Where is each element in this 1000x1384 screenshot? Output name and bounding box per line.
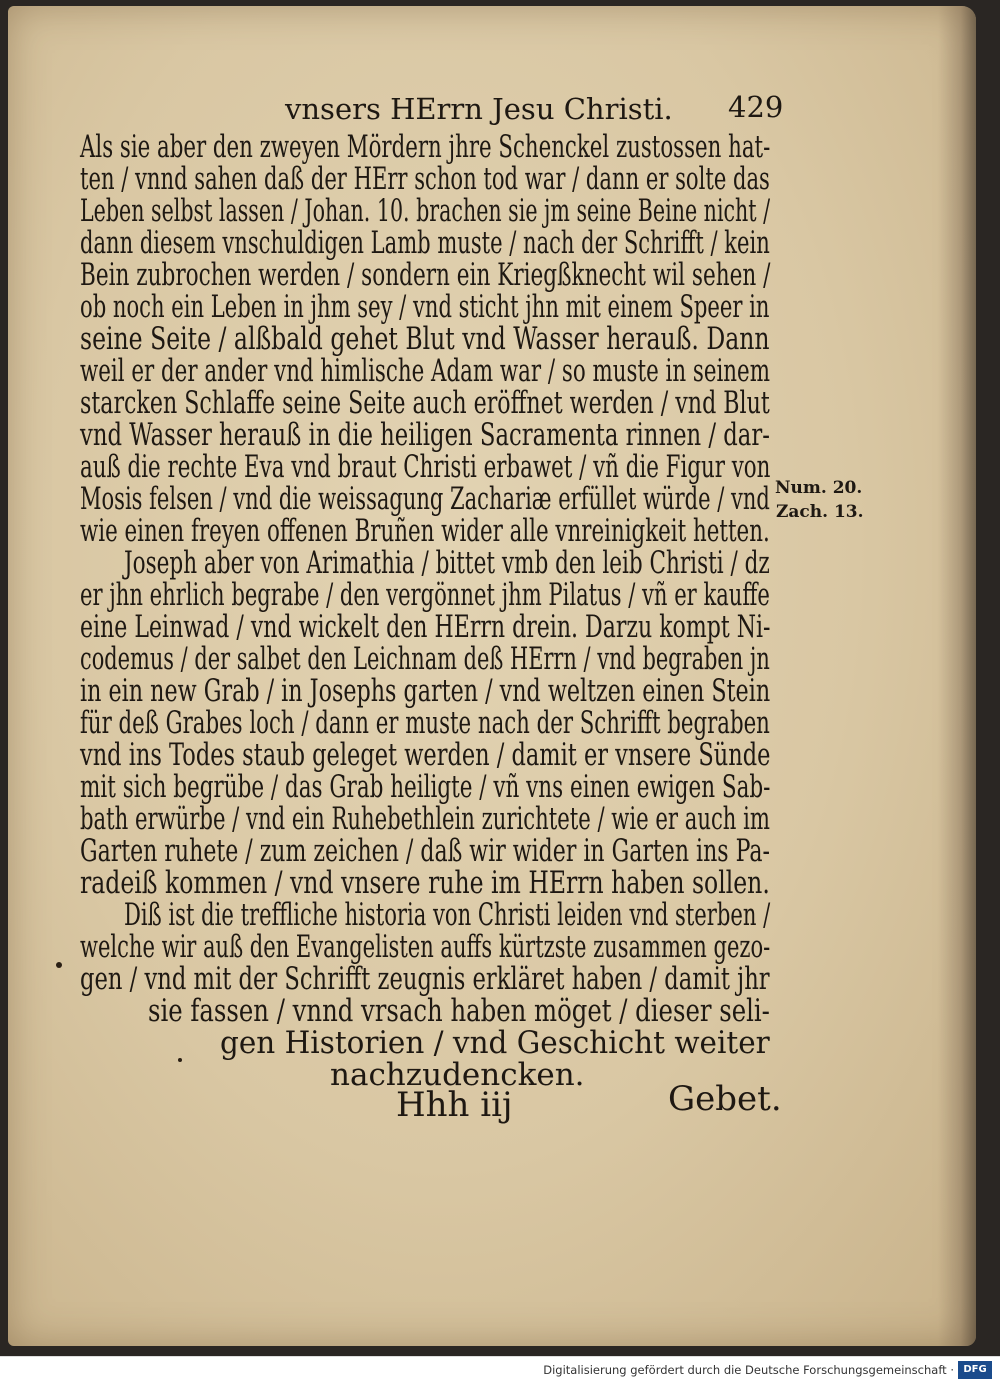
funding-credit: Digitalisierung gefördert durch die Deutsche Forschungsgemeinschaft · [543,1363,954,1377]
catchword: Gebet. [668,1079,782,1119]
body-line: wie einen freyen offenen Bruñen wider alle vnreinigkeit hetten. [80,513,770,549]
marginal-note-zach: Zach. 13. [776,502,864,522]
body-line: für deß Grabes loch / dann er muste nach der Schrifft begraben [80,705,770,741]
footer-bar [0,1356,1000,1384]
body-line: auß die rechte Eva vnd braut Christi erbawet / vñ die Figur von [80,449,771,485]
ink-speck [178,1058,182,1062]
body-line: Joseph aber von Arimathia / bittet vmb den leib Christi / dz [124,545,770,581]
body-line: Mosis felsen / vnd die weissagung Zachariæ erfüllet würde / vnd [80,481,770,517]
dfg-logo: DFG [958,1361,992,1379]
body-line: eine Leinwad / vnd wickelt den HErrn drein. Darzu kompt Ni- [80,609,771,645]
ink-speck [56,962,62,968]
body-line: nachzudencken. [330,1057,585,1093]
body-line: vnd Wasser herauß in die heiligen Sacramenta rinnen / dar- [80,417,770,453]
body-line: Als sie aber den zweyen Mördern jhre Schenckel zustossen hat- [80,129,771,165]
body-line: codemus / der salbet den Leichnam deß HErrn / vnd begraben jn [80,641,770,677]
body-line: ten / vnnd sahen daß der HErr schon tod war / dann er solte das [80,161,770,197]
body-line: gen / vnd mit der Schrifft zeugnis erkläret haben / damit jhr [80,961,770,997]
body-line: dann diesem vnschuldigen Lamb muste / nach der Schrifft / kein [80,225,770,261]
body-line: vnd ins Todes staub geleget werden / damit er vnsere Sünde [80,737,771,773]
marginal-note-num: Num. 20. [775,478,863,498]
body-line: mit sich begrübe / das Grab heiligte / vñ vns einen ewigen Sab- [80,769,771,805]
body-line: Garten ruhete / zum zeichen / daß wir wider in Garten ins Pa- [80,833,771,869]
body-line: gen Historien / vnd Geschicht weiter [220,1025,770,1061]
body-line: radeiß kommen / vnd vnsere ruhe im HErrn haben sollen. [80,865,770,901]
body-line: welche wir auß den Evangelisten auffs kürtzste zusammen gezo- [80,929,771,965]
page-edge-shadow [938,6,976,1346]
signature-mark: Hhh iij [396,1085,513,1125]
body-line: weil er der ander vnd himlische Adam war / so muste in seinem [80,353,770,389]
body-line: ob noch ein Leben in jhm sey / vnd sticht jhn mit einem Speer in [80,289,770,325]
page-number: 429 [728,90,784,124]
body-line: Leben selbst lassen / Johan. 10. brachen sie jm seine Beine nicht / [80,193,771,229]
body-line: bath erwürbe / vnd ein Ruhebethlein zurichtete / wie er auch im [80,801,770,837]
body-line: seine Seite / alßbald gehet Blut vnd Wasser herauß. Dann [80,321,770,357]
body-line: Bein zubrochen werden / sondern ein Kriegßknecht wil sehen / [80,257,771,293]
body-line: in ein new Grab / in Josephs garten / vnd weltzen einen Stein [80,673,771,709]
body-line: er jhn ehrlich begrabe / den vergönnet jhm Pilatus / vñ er kauffe [80,577,770,613]
body-line: starcken Schlaffe seine Seite auch eröffnet werden / vnd Blut [80,385,770,421]
running-header: vnsers HErrn Jesu Christi. [285,92,673,126]
body-line: Diß ist die treffliche historia von Christi leiden vnd sterben / [124,897,771,933]
body-line: sie fassen / vnnd vrsach haben möget / dieser seli- [148,993,770,1029]
